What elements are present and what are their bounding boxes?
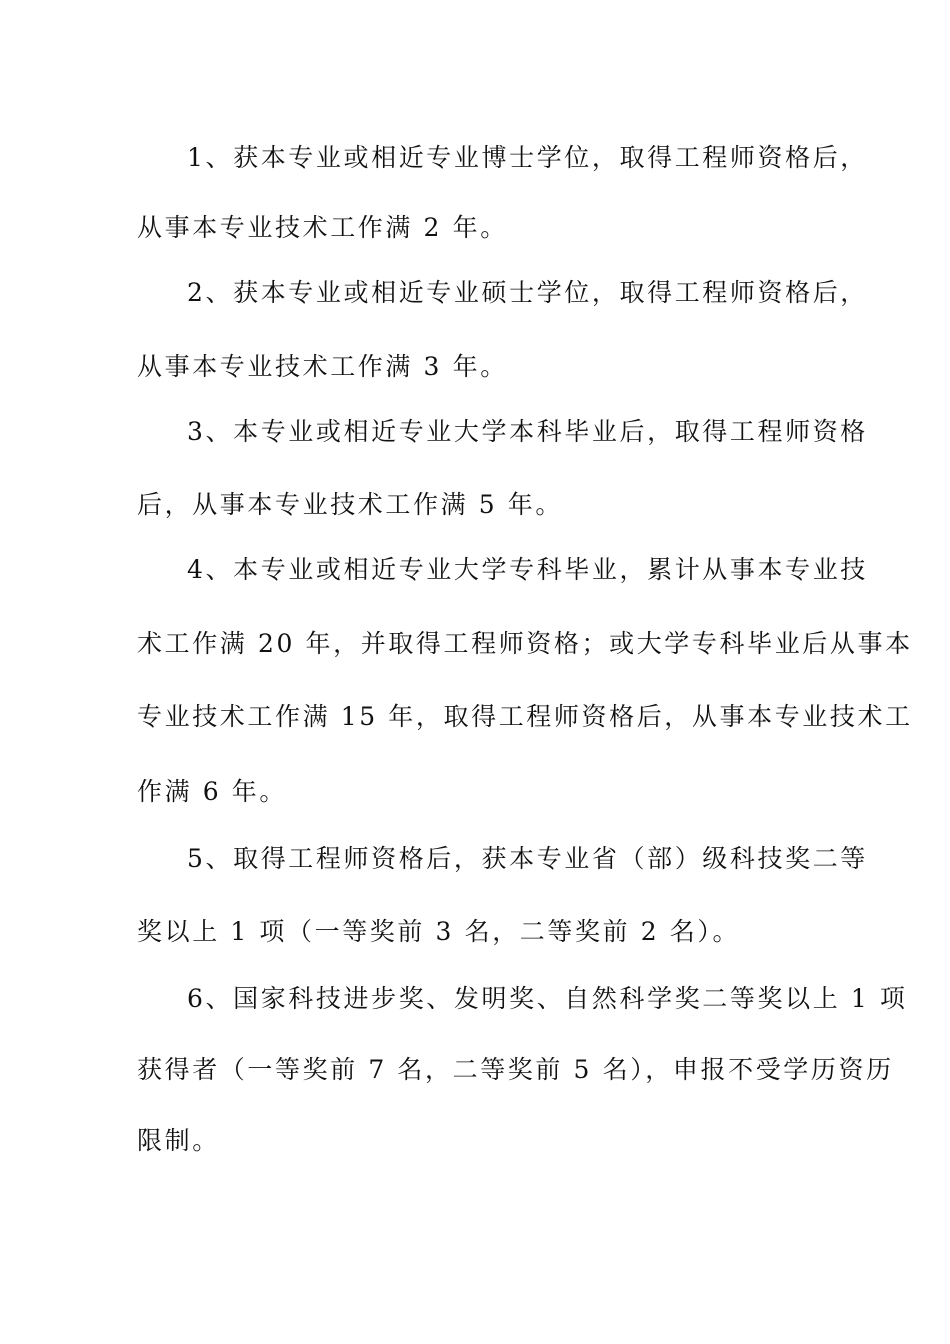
item-1-line-2: 从事本专业技术工作满 2 年。 — [137, 213, 508, 242]
item-6-line-3: 限制。 — [137, 1126, 220, 1155]
item-6-line-1: 6、国家科技进步奖、发明奖、自然科学奖二等奖以上 1 项 — [187, 984, 908, 1013]
item-2-line-2: 从事本专业技术工作满 3 年。 — [137, 352, 508, 381]
item-4-line-4: 作满 6 年。 — [137, 777, 287, 806]
item-5-line-2: 奖以上 1 项（一等奖前 3 名，二等奖前 2 名）。 — [137, 917, 741, 946]
item-4-line-1: 4、本专业或相近专业大学专科毕业，累计从事本专业技 — [187, 555, 868, 584]
item-2-line-1: 2、获本专业或相近专业硕士学位，取得工程师资格后， — [187, 278, 868, 307]
item-1-line-1: 1、获本专业或相近专业博士学位，取得工程师资格后， — [187, 143, 868, 172]
item-4-line-2: 术工作满 20 年，并取得工程师资格；或大学专科毕业后从事本 — [137, 629, 913, 658]
item-6-line-2: 获得者（一等奖前 7 名，二等奖前 5 名），申报不受学历资历 — [137, 1055, 894, 1084]
item-4-line-3: 专业技术工作满 15 年，取得工程师资格后，从事本专业技术工 — [137, 702, 913, 731]
item-3-line-1: 3、本专业或相近专业大学本科毕业后，取得工程师资格 — [187, 417, 868, 446]
item-3-line-2: 后，从事本专业技术工作满 5 年。 — [137, 490, 564, 519]
item-5-line-1: 5、取得工程师资格后，获本专业省（部）级科技奖二等 — [187, 844, 868, 873]
